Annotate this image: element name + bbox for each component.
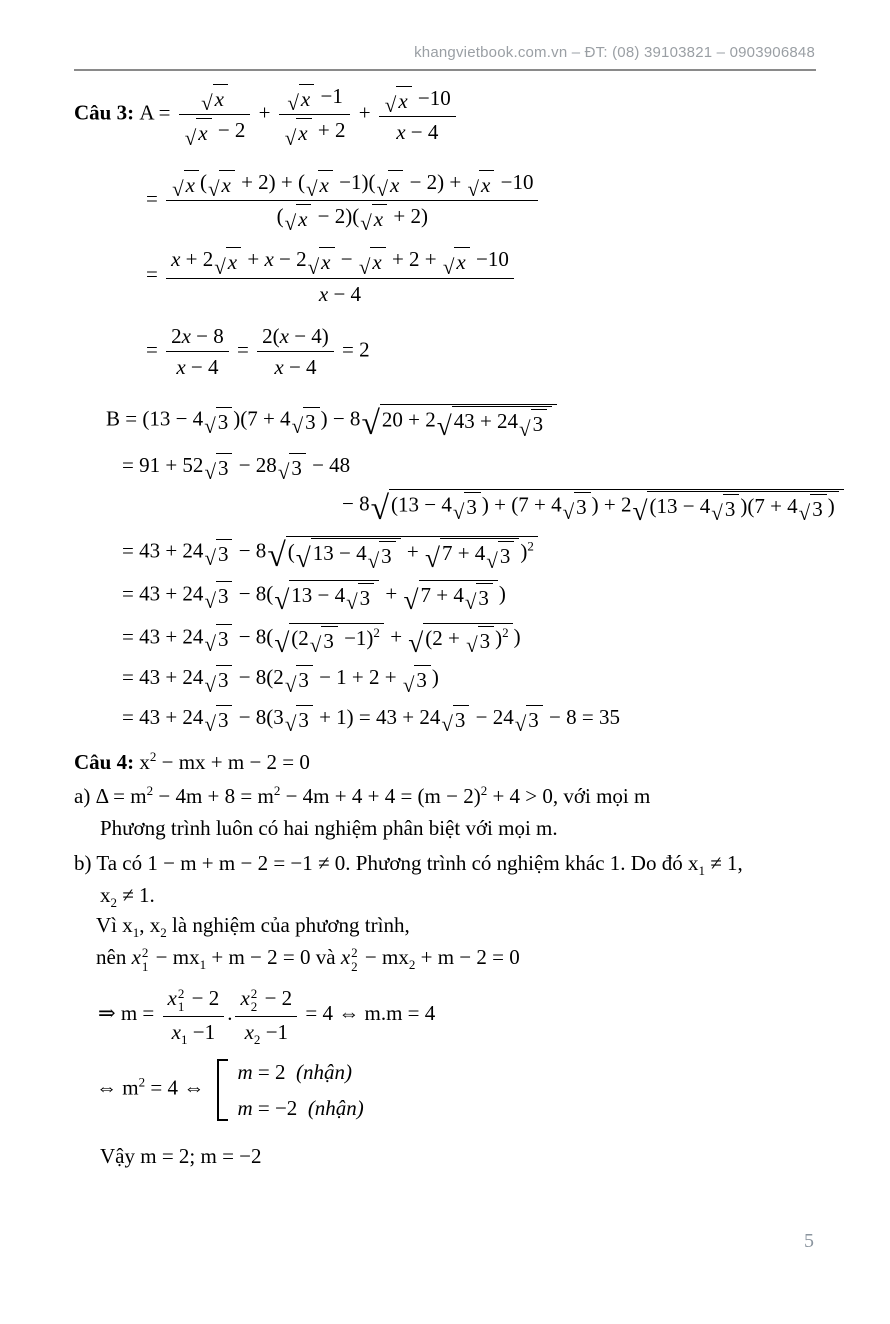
b-step-6: = 43 + 24 √ 3 − 8(2 √ 3 − 1 + 2 + √ 3 ) [122,665,439,697]
cau4-b-line-2: $x_2 \ne 1$. [100,882,155,910]
radical-sign: √ x [185,118,212,146]
radical-sign: √ 3 [465,583,493,611]
radical-sign: √ 20 + 2 √ 43 + 24 √ 3 [361,404,557,437]
radical-sign: √ (2 √ 3 −1)$^2$ [274,623,384,654]
cau4-conclusion: Vậy m = 2; m = −2 [100,1143,262,1168]
cau4-b-line-4: nên x 2 1 − $mx_1 + m - 2 = 0$ và x 2 2 − $mx_2 + m - 2 = 0$ [96,944,520,974]
radical-sign: √ x [172,170,199,198]
cau3-step-2: = x + 2 √ x + x − 2 √ x − √ x + 2 + √ x −10 x − 4 [146,246,816,307]
radical-sign: √ 3 [285,705,313,733]
radical-sign: √ 3 [453,492,481,520]
fraction: √ x −1 √ x + 2 [279,83,351,147]
cases-bracket: m = 2 (nhận) m = −2 (nhận) [217,1059,363,1121]
cau3-step-3: = $\frac{2x - 8}{x - 4}$ = $\frac{2(x - 4)}{x - 4}$ = 2 [146,323,370,380]
cau4-b-line-3: Vì $x_1$, $x_2$ là nghiệm của phương trình, [96,913,410,941]
radical-sign: √ 3 [278,453,306,481]
radical-sign: √ x [443,247,470,275]
radical-sign: √ x [308,247,335,275]
b-step-5: = 43 + 24 √ 3 − 8( √ (2 √ 3 −1)$^2$ + √ (2 + √ 3 )$^2$ ) [122,624,521,658]
radical-sign: √ x [376,170,403,198]
radical-sign: √ 3 [204,539,232,567]
radical-sign: √ x [468,170,495,198]
radical-sign: √ 3 [310,626,338,654]
b-step-7: = 43 + 24 √ 3 − 8(3 √ 3 + 1) = 43 + 24 √ 3 − 24 √ 3 − 8 = 35 [122,704,620,736]
page-number: 5 [804,1230,814,1252]
cau4-b-line-6: ⇔ $m^2 = 4$ ⇔ m = 2 (nhận) m = −2 (nhận) [96,1060,364,1120]
radical-sign: √ (13 − 4 √ 3 ) + (7 + 4 √ 3 ) + 2 √ (13 − 4 √ 3 )(7 + 4 √ 3 ) [371,489,844,522]
cau4-title-line: Câu 4: $x^2$ − mx + m − 2 = 0 [74,748,310,774]
radical-sign: √ 43 + 24 √ 3 [437,406,552,437]
radical-sign: √ 3 [346,583,374,611]
b-step-3: = 43 + 24 √ 3 − 8 √ ( √ 13 − 4 √ 3 + √ 7 + 4 √ 3 )$^2$ [122,536,816,569]
b-step-1: = 91 + 52 √ 3 − 28 √ 3 − 48 [122,452,351,485]
radical-sign: √ x [287,84,314,112]
radical-sign: √ (2 + √ 3 )$^2$ [408,623,512,654]
radical-sign: √ 3 [799,494,827,522]
radical-sign: √ 3 [466,626,494,654]
cau4-a-line: a) $\Delta = m^2 - 4m + 8 = m^2 - 4m + 4 + 4 = (m - 2)^2 + 4 > 0$, với mọi m [74,783,651,809]
radical-sign: √ x [360,204,387,232]
fraction: √ x ( √ x + 2) + ( √ x −1)( √ x − 2) + √ x −10 ( √ x − 2)( √ x + 2) [166,169,538,233]
cau4-b-line-1: b) Ta có 1 − m + m − 2 = −1 ≠ 0. Phương trình có nghiệm khác 1. Do đó $x_1 \ne 1$, [74,850,743,878]
radical-sign: √ x [385,86,412,114]
radical-sign: √ 3 [486,541,514,569]
radical-sign: √ x [306,170,333,198]
radical-sign: √ x [208,170,235,198]
b-expression: B = (13 − 4 √ 3 )(7 + 4 √ 3 ) − 8 √ 20 + 2 √ 43 + 24 √ 3 [106,404,816,437]
cau4-b-line-5: ⇒ m = x 2 1 − 2 $x_1 -1$ . x 2 2 − 2 $x_2 -1$ = 4 ⇔ m.m = 4 [98,985,436,1048]
radical-sign: √ 3 [204,705,232,733]
radical-sign: √ (13 − 4 √ 3 )(7 + 4 √ 3 ) [632,491,838,522]
radical-sign: √ 3 [285,665,313,693]
radical-sign: √ x [201,84,228,112]
radical-sign: √ 3 [563,492,591,520]
b-step-4: = 43 + 24 √ 3 − 8( √ 13 − 4 √ 3 + √ 7 + 4 √ 3 ) [122,581,506,615]
radical-sign: √ 3 [515,705,543,733]
site-header-text: khangvietbook.com.vn – ĐT: (08) 39103821 – 0903906848 [414,44,815,61]
radical-sign: √ 3 [292,407,320,435]
radical-sign: √ 3 [204,407,232,435]
radical-sign: √ 3 [204,665,232,693]
fraction: x 2 2 − 2 $x_2 -1$ [235,985,297,1045]
radical-sign: √ x [359,247,386,275]
radical-sign: √ 3 [711,494,739,522]
b-step-2: − 8 √ (13 − 4 √ 3 ) + (7 + 4 √ 3 ) + 2 √ (13 − 4 √ 3 )(7 + 4 √ 3 ) [342,489,816,522]
radical-sign: √ x [214,247,241,275]
fraction: √ x −10 x − 4 [379,85,456,146]
radical-sign: √ 3 [368,541,396,569]
cau3-title-line: Câu 3: A = √ x √ x − 2 + √ x −1 √ x + 2 + √ x −10 x − 4 [74,83,816,147]
fraction: $\frac{2(x - 4)}{x - 4}$ [257,323,334,381]
radical-sign: √ ( √ 13 − 4 √ 3 + √ 7 + 4 √ 3 )$^2$ [267,536,538,569]
left-bracket-icon [217,1059,228,1121]
cau4-a-conclusion: Phương trình luôn có hai nghiệm phân biệt với mọi m. [100,816,558,841]
radical-sign: √ 3 [403,665,431,693]
radical-sign: √ 13 − 4 √ 3 [296,538,401,569]
radical-sign: √ 7 + 4 √ 3 [425,538,519,569]
cau3-step-1: = √ x ( √ x + 2) + ( √ x −1)( √ x − 2) + √ x −10 ( √ x − 2)( √ x + 2) [146,169,816,233]
fraction: √ x √ x − 2 [179,83,251,147]
radical-sign: √ x [285,118,312,146]
fraction: $\frac{2x - 8}{x - 4}$ [166,323,229,381]
radical-sign: √ 3 [204,453,232,481]
radical-sign: √ 13 − 4 √ 3 [274,580,379,611]
radical-sign: √ 3 [441,705,469,733]
page-header [0,0,890,62]
radical-sign: √ 3 [204,624,232,652]
radical-sign: √ 3 [519,409,547,437]
fraction: x 2 1 − 2 $x_1 -1$ [163,985,225,1045]
radical-sign: √ 7 + 4 √ 3 [404,580,498,611]
radical-sign: √ 3 [204,581,232,609]
radical-sign: √ x [285,204,312,232]
document-body [0,71,890,1169]
fraction: x + 2 √ x + x − 2 √ x − √ x + 2 + √ x −10 x − 4 [166,246,514,307]
